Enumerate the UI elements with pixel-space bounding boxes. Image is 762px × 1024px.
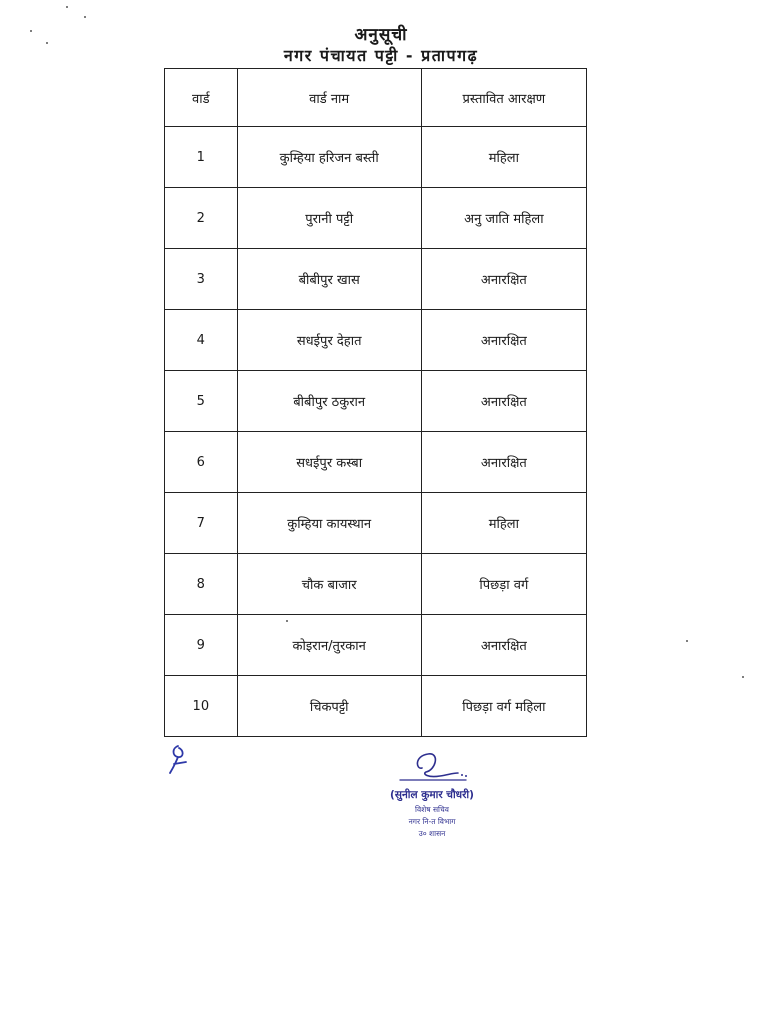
scan-speck xyxy=(84,16,86,18)
document-title: अनुसूची xyxy=(354,25,408,45)
table-row xyxy=(165,554,587,615)
ward-reservation: अनारक्षित xyxy=(421,310,586,371)
ward-name: सधईपुर देहात xyxy=(237,310,421,371)
ward-number: 2 xyxy=(165,188,238,249)
ward-number: 10 xyxy=(165,676,238,737)
ward-number: 8 xyxy=(165,554,238,615)
ward-name: चिकपट्टी xyxy=(237,676,421,737)
ward-reservation: अनारक्षित xyxy=(421,615,586,676)
table-row xyxy=(165,127,587,188)
ward-name: कुम्हिया हरिजन बस्ती xyxy=(237,127,421,188)
ward-number: 9 xyxy=(165,615,238,676)
table-row xyxy=(165,310,587,371)
signature-mark xyxy=(392,748,474,784)
signatory-name: (सुनील कुमार चौधरी) xyxy=(390,789,474,801)
ward-reservation: अनु जाति महिला xyxy=(421,188,586,249)
ward-number: 4 xyxy=(165,310,238,371)
ward-name: कोइरान/तुरकान xyxy=(237,615,421,676)
ward-name: पुरानी पट्टी xyxy=(237,188,421,249)
table-row xyxy=(165,371,587,432)
signature-block xyxy=(372,748,492,848)
ward-name: बीबीपुर ठकुरान xyxy=(237,371,421,432)
table-row xyxy=(165,432,587,493)
signatory-department: नगर नि-त विभाग xyxy=(408,817,456,826)
table-header-row xyxy=(165,69,587,127)
handwritten-initial xyxy=(164,742,194,776)
ward-number: 7 xyxy=(165,493,238,554)
ward-number: 1 xyxy=(165,127,238,188)
ward-name: चौक बाजार xyxy=(237,554,421,615)
table-row xyxy=(165,615,587,676)
table-row xyxy=(165,249,587,310)
signatory-government: उ० शासन xyxy=(418,829,446,838)
ward-reservation: पिछड़ा वर्ग xyxy=(421,554,586,615)
ward-name: कुम्हिया कायस्थान xyxy=(237,493,421,554)
scan-speck xyxy=(686,640,688,642)
column-header-ward: वार्ड xyxy=(165,69,238,127)
ward-number: 6 xyxy=(165,432,238,493)
ward-reservation: महिला xyxy=(421,127,586,188)
ward-reservation: अनारक्षित xyxy=(421,371,586,432)
ward-name: बीबीपुर खास xyxy=(237,249,421,310)
ward-reservation-table xyxy=(164,68,587,737)
column-header-reservation: प्रस्तावित आरक्षण xyxy=(421,69,586,127)
ward-reservation: अनारक्षित xyxy=(421,249,586,310)
ward-reservation: महिला xyxy=(421,493,586,554)
document-subtitle: नगर पंचायत पट्टी - प्रतापगढ़ xyxy=(283,46,479,65)
table-row xyxy=(165,493,587,554)
scan-speck xyxy=(66,6,68,8)
scan-speck xyxy=(742,676,744,678)
ward-number: 3 xyxy=(165,249,238,310)
column-header-ward-name: वार्ड नाम xyxy=(237,69,421,127)
ward-reservation: अनारक्षित xyxy=(421,432,586,493)
ward-number: 5 xyxy=(165,371,238,432)
signatory-designation: विशेष सचिव xyxy=(415,805,449,814)
table-row xyxy=(165,188,587,249)
ward-reservation: पिछड़ा वर्ग महिला xyxy=(421,676,586,737)
table-row xyxy=(165,676,587,737)
ward-name: सधईपुर कस्बा xyxy=(237,432,421,493)
